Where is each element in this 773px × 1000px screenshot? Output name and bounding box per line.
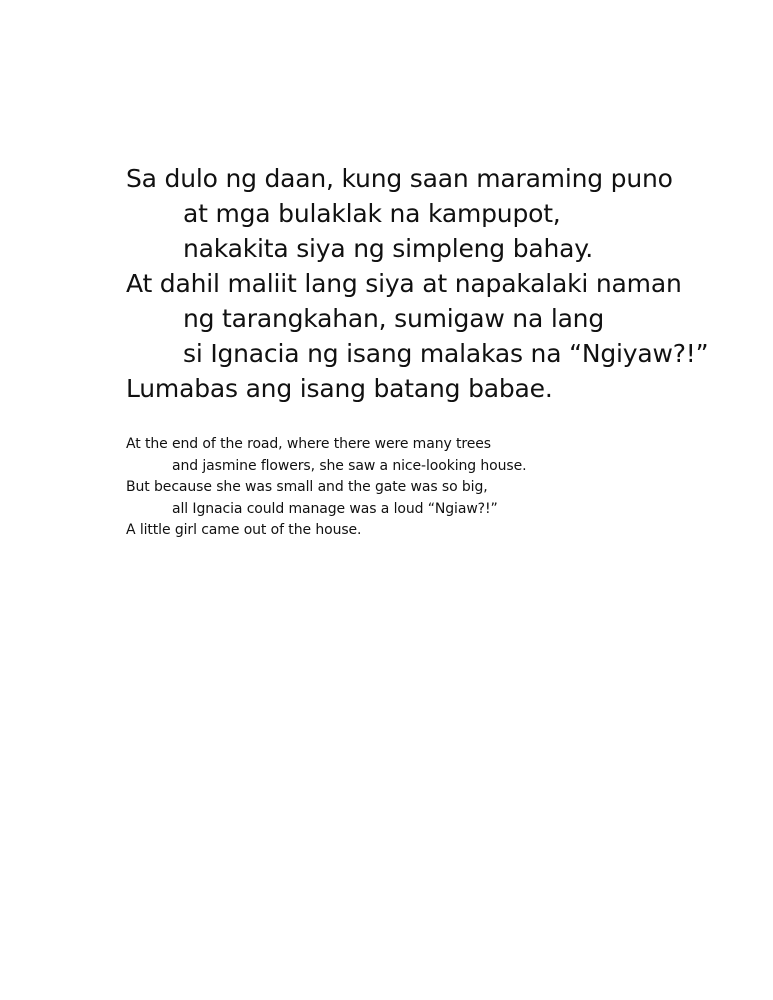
- english-line: But because she was small and the gate was so big,: [126, 479, 488, 495]
- english-line: and jasmine flowers, she saw a nice-looking house.: [172, 457, 527, 474]
- tagalog-line: ng tarangkahan, sumigaw na lang: [183, 304, 604, 333]
- tagalog-line: Lumabas ang isang batang babae.: [126, 374, 553, 403]
- tagalog-text-block: [126, 161, 746, 406]
- english-text-block: [126, 434, 746, 542]
- english-line: A little girl came out of the house.: [126, 522, 362, 538]
- tagalog-line: at mga bulaklak na kampupot,: [183, 199, 561, 228]
- english-line: all Ignacia could manage was a loud “Ngiaw?!”: [172, 500, 498, 517]
- tagalog-line: At dahil maliit lang siya at napakalaki naman: [126, 269, 682, 298]
- english-line: At the end of the road, where there were many trees: [126, 436, 491, 452]
- tagalog-line: Sa dulo ng daan, kung saan maraming puno: [126, 164, 673, 193]
- tagalog-line: si Ignacia ng isang malakas na “Ngiyaw?!”: [183, 339, 709, 368]
- tagalog-line: nakakita siya ng simpleng bahay.: [183, 234, 594, 263]
